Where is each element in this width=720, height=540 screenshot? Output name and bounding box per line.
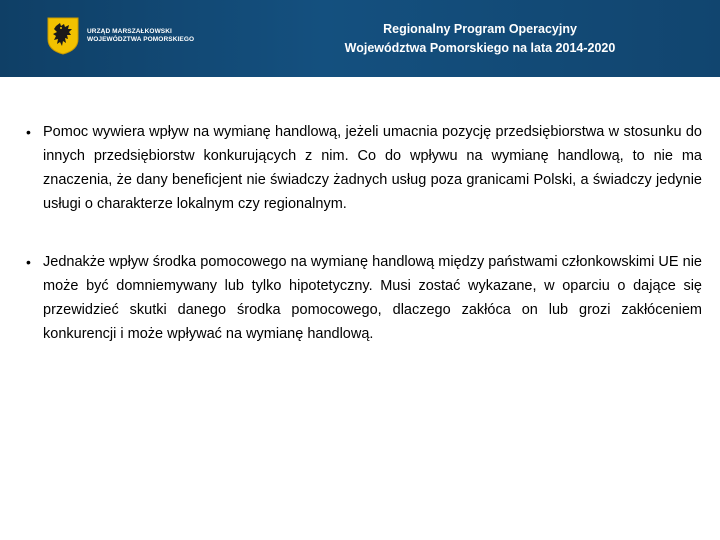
program-title-line2: Województwa Pomorskiego na lata 2014-2020 — [344, 41, 616, 55]
griffin-crest-icon — [47, 17, 79, 55]
bullet-text: Jednakże wpływ środka pomocowego na wymianę handlową między państwami członkowskimi UE nie może być domniemywany lub tylko hipotetyczny. Musi zostać wykazane, w oparciu o dające się przewidzieć skutki danego środka pomocowego, dlaczego zakłóca on lub grozi zakłóceniem konkurencji i może wpływać na wymianę handlową. — [43, 254, 702, 342]
bullet-marker: • — [26, 124, 31, 140]
office-logo[interactable] — [47, 17, 194, 55]
slide-content — [26, 120, 702, 346]
program-title — [300, 20, 660, 58]
program-title-line1: Regionalny Program Operacyjny — [383, 22, 577, 36]
bullet-point — [26, 120, 702, 216]
office-name — [87, 28, 194, 45]
office-name-line2: WOJEWÓDZTWA POMORSKIEGO — [87, 36, 195, 43]
office-name-line1: URZĄD MARSZAŁKOWSKI — [87, 27, 172, 35]
bullet-marker: • — [26, 254, 31, 270]
header-bar — [0, 0, 720, 77]
bullet-point — [26, 250, 702, 346]
bullet-text: Pomoc wywiera wpływ na wymianę handlową, jeżeli umacnia pozycję przedsiębiorstwa w stosunku do innych przedsiębiorstw konkurujących z nim. Co do wpływu na wymianę handlową, to nie ma znaczenia, że dany beneficjent nie świadczy żadnych usług poza granicami Polski, a świadczy jedynie usługi o charakterze lokalnym czy regionalnym. — [43, 124, 702, 212]
